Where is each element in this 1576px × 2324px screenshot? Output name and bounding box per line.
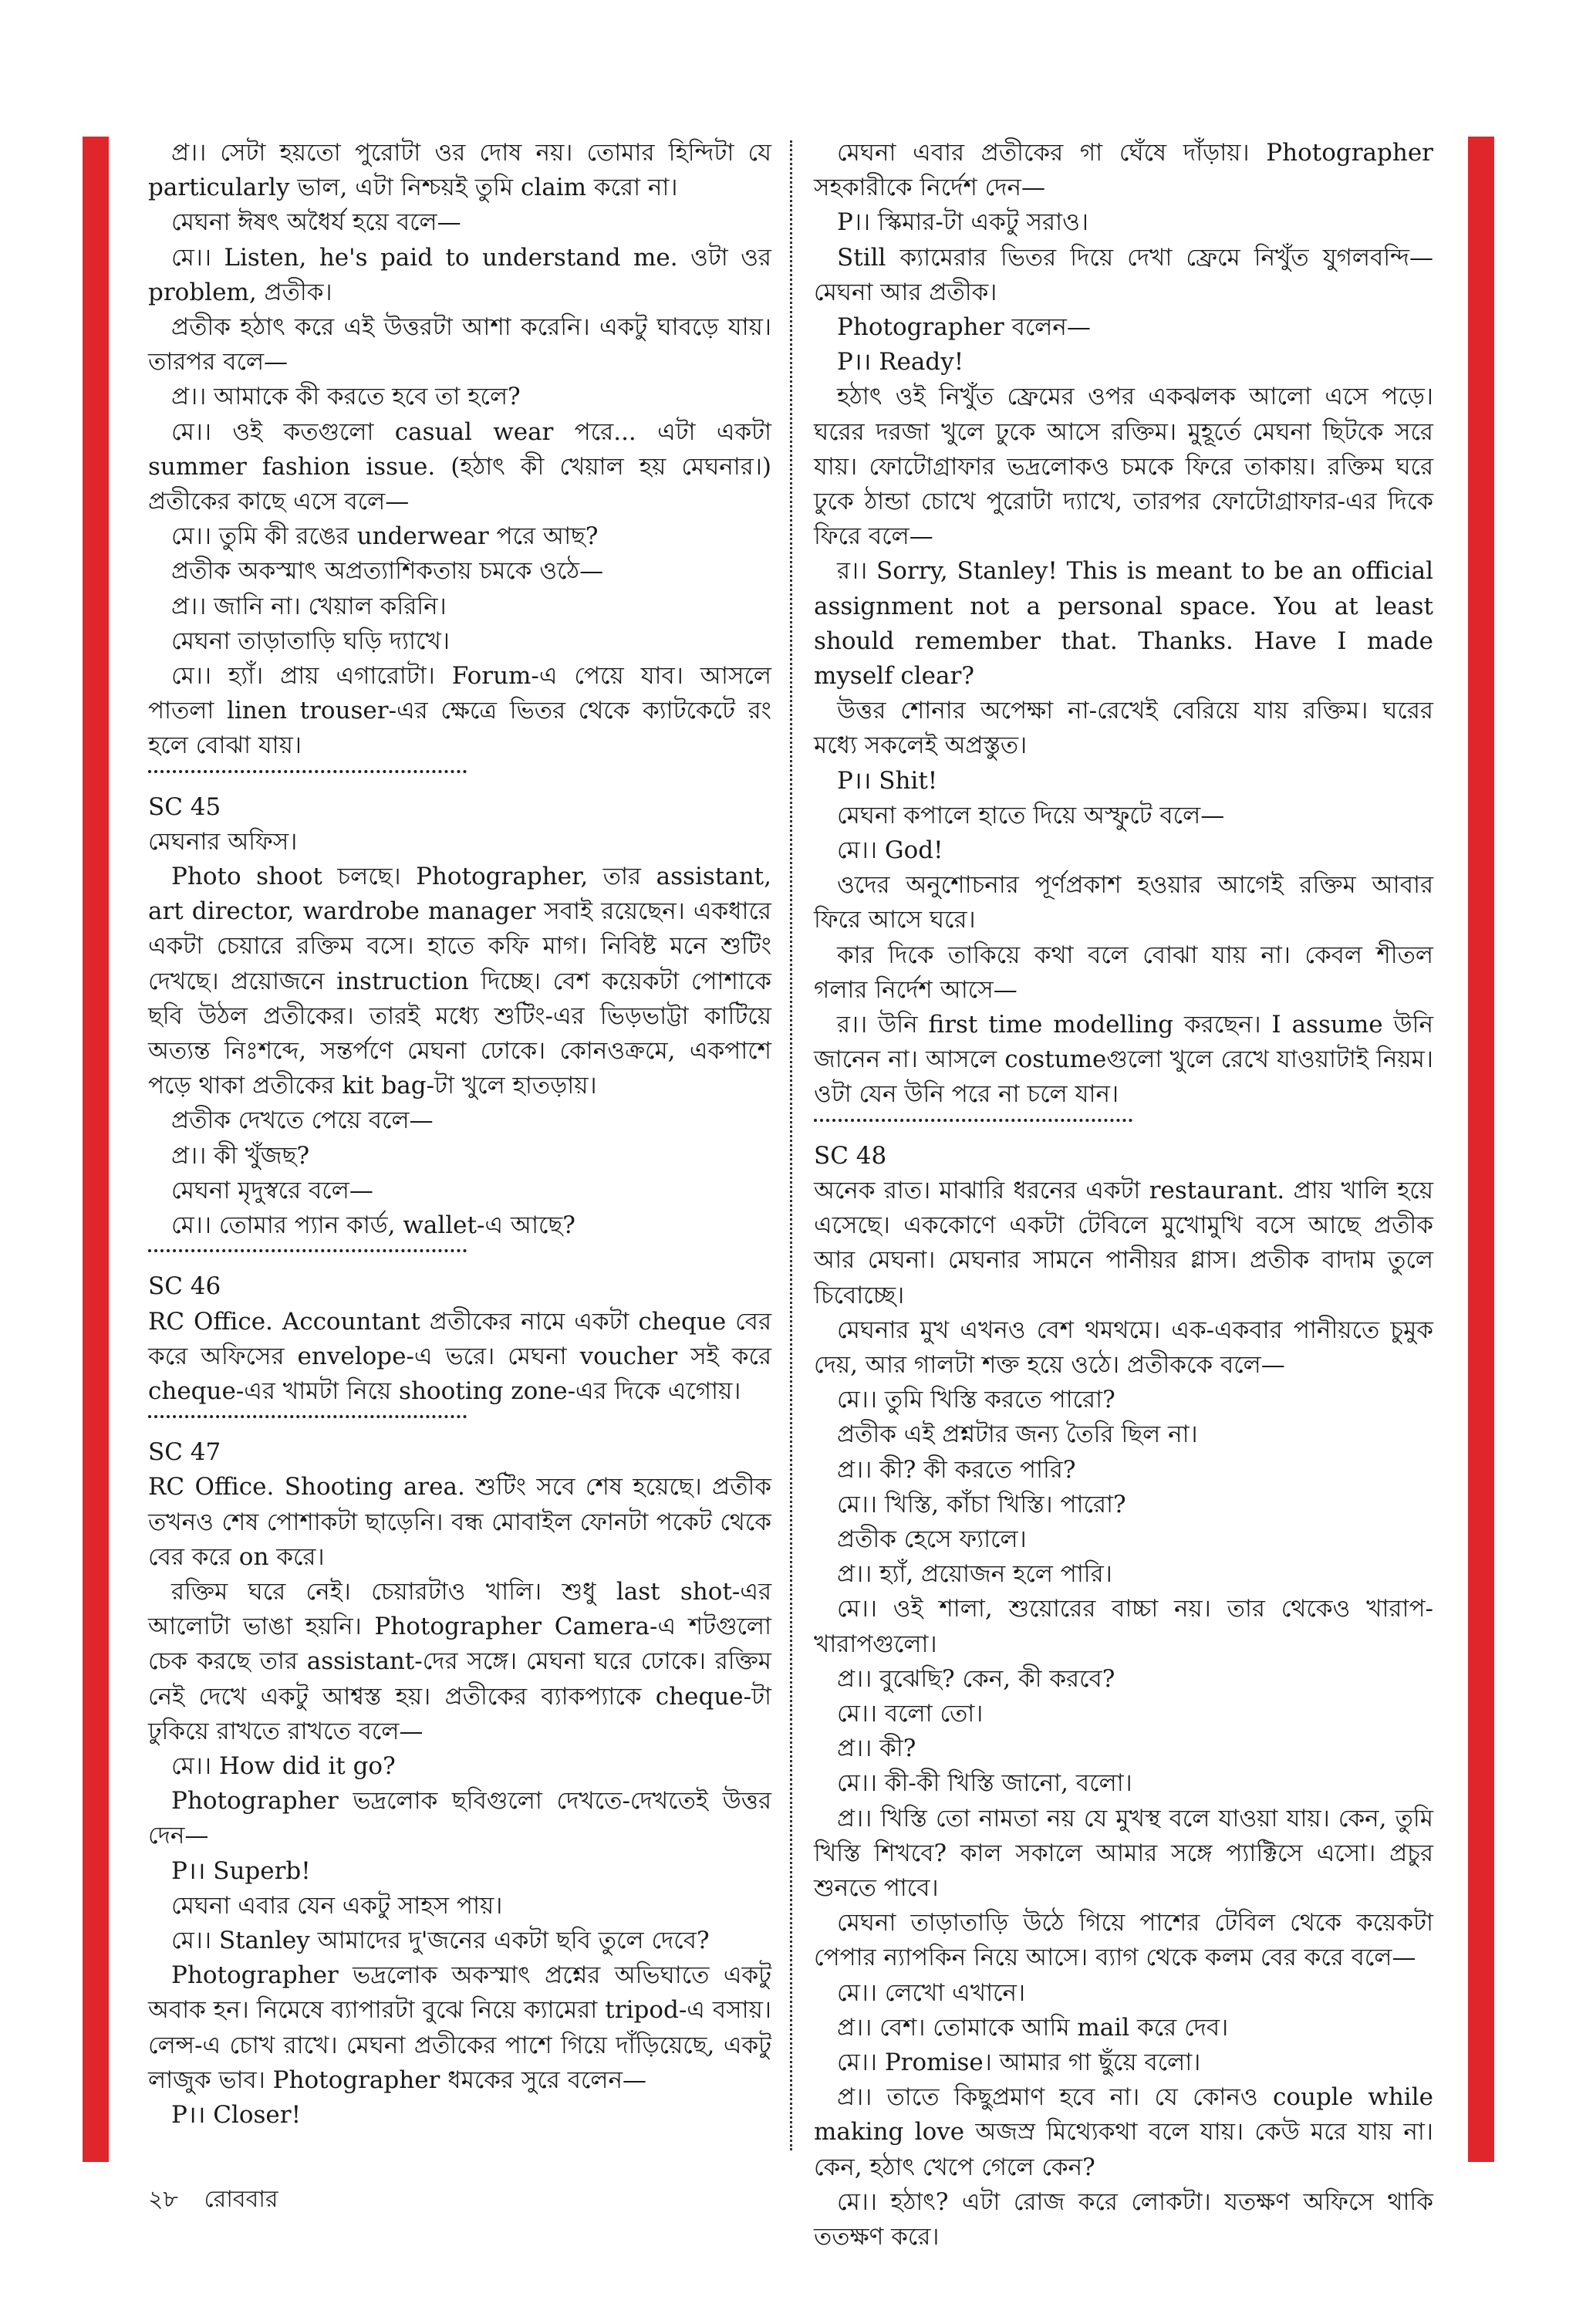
script-paragraph: P।। স্কিমার-টা একটু সরাও।: [837, 208, 1088, 237]
script-paragraph: মে।। ওই শালা, শুয়োরের বাচ্চা নয়। তার থেকেও খারাপ-খারাপগুলো।: [814, 1595, 1433, 1658]
scene-separator: [814, 1119, 1132, 1122]
red-margin-bar-left: [83, 137, 109, 2162]
page-footer: [148, 2180, 297, 2220]
script-paragraph: P।। Ready!: [837, 348, 964, 377]
right-text-column: [814, 136, 1433, 2255]
script-paragraph: প্র।। খিস্তি তো নামতা নয় যে মুখস্থ বলে যাওয়া যায়। কেন, তুমি খিস্তি শিখবে? কাল সকালে আমার সঙ্গে প্যাক্টিসে এসো। প্রচুর শুনতে পাবে।: [814, 1804, 1433, 1902]
script-paragraph: প্রতীক দেখতে পেয়ে বলে—: [171, 1106, 434, 1135]
script-paragraph: Photographer বলেন—: [837, 313, 1091, 342]
script-paragraph: মেঘনা এবার প্রতীকের গা ঘেঁষে দাঁড়ায়। Photographer সহকারীকে নির্দেশ দেন—: [814, 139, 1433, 202]
script-paragraph: প্র।। কী?: [837, 1735, 916, 1763]
script-paragraph: মেঘনার অফিস।: [148, 827, 298, 856]
script-paragraph: হঠাৎ ওই নিখুঁত ফ্রেমের ওপর একঝলক আলো এসে পড়ে। ঘরের দরজা খুলে ঢুকে আসে রক্তিম। মুহূর্তে মেঘনা ছিটকে সরে যায়। ফোটোগ্রাফার ভদ্রলোকও চমকে ফিরে তাকায়। রক্তিম ঘরে ঢুকে ঠান্ডা চোখে পুরোটা দ্যাখে, তারপর ফোটোগ্রাফার-এর দিকে ফিরে বলে—: [814, 383, 1433, 551]
script-paragraph: মে।। তোমার প্যান কার্ড, wallet-এ আছে?: [171, 1211, 575, 1240]
script-paragraph: RC Office. Shooting area. শুটিং সবে শেষ হয়েছে। প্রতীক তখনও শেষ পোশাকটা ছাড়েনি। বন্ধ মোবাইল ফোনটা পকেট থেকে বের করে on করে।: [148, 1473, 771, 1571]
script-paragraph: Photographer ভদ্রলোক অকস্মাৎ প্রশ্নের অভিঘাতে একটু অবাক হন। নিমেষে ব্যাপারটা বুঝে নিয়ে ক্যামেরা tripod-এ বসায়। লেন্স-এ চোখ রাখে। মেঘনা প্রতীকের পাশে গিয়ে দাঁড়িয়েছে, একটু লাজুক ভাব। Photographer ধমকের সুরে বলেন—: [148, 1961, 771, 2094]
column-divider: [790, 140, 792, 2150]
script-paragraph: প্রতীক হেসে ফ্যালে।: [837, 1525, 1027, 1553]
script-paragraph: প্র।। আমাকে কী করতে হবে তা হলে?: [171, 383, 521, 411]
script-paragraph: মে।। হঠাৎ? এটা রোজ করে লোকটা। যতক্ষণ অফিসে থাকি ততক্ষণ করে।: [814, 2187, 1433, 2251]
scene-separator: [148, 1415, 467, 1418]
scene-heading: SC 46: [148, 1272, 221, 1301]
script-paragraph: উত্তর শোনার অপেক্ষা না-রেখেই বেরিয়ে যায় রক্তিম। ঘরের মধ্যে সকলেই অপ্রস্তুত।: [814, 697, 1433, 760]
script-paragraph: মেঘনা তাড়াতাড়ি উঠে গিয়ে পাশের টেবিল থেকে কয়েকটা পেপার ন্যাপকিন নিয়ে আসে। ব্যাগ থেকে কলম বের করে বলে—: [814, 1909, 1433, 1972]
script-paragraph: মে।। God!: [837, 836, 943, 865]
script-paragraph: মে।। ওই কতগুলো casual wear পরে... এটা একটা summer fashion issue. (হঠাৎ কী খেয়াল হয় মেঘনার।) প্রতীকের কাছে এসে বলে—: [148, 417, 771, 516]
scene-heading: SC 48: [814, 1141, 887, 1170]
script-paragraph: কার দিকে তাকিয়ে কথা বলে বোঝা যায় না। কেবল শীতল গলার নির্দেশ আসে—: [814, 941, 1433, 1004]
script-paragraph: রক্তিম ঘরে নেই। চেয়ারটাও খালি। শুধু last shot-এর আলোটা ভাঙা হয়নি। Photographer Camera-এ শটগুলো চেক করছে তার assistant-দের সঙ্গে। মেঘনা ঘরে ঢোকে। রক্তিম নেই দেখে একটু আশ্বস্ত হয়। প্রতীকের ব্যাকপ্যাকে cheque-টা ঢুকিয়ে রাখতে রাখতে বলে—: [148, 1577, 771, 1745]
script-paragraph: মেঘনা মৃদুস্বরে বলে—: [171, 1176, 373, 1204]
script-paragraph: P।। Closer!: [171, 2100, 302, 2129]
script-paragraph: মে।। Promise। আমার গা ছুঁয়ে বলো।: [837, 2048, 1201, 2076]
script-paragraph: মে।। Stanley আমাদের দু'জনের একটা ছবি তুলে দেবে?: [171, 1926, 710, 1954]
script-paragraph: প্র।। হ্যাঁ, প্রয়োজন হলে পারি।: [837, 1560, 1112, 1589]
script-paragraph: Still ক্যামেরার ভিতর দিয়ে দেখা ফ্রেমে নিখুঁত যুগলবন্দি—মেঘনা আর প্রতীক।: [814, 243, 1433, 306]
script-paragraph: অনেক রাত। মাঝারি ধরনের একটা restaurant. প্রায় খালি হয়ে এসেছে। এককোণে একটা টেবিলে মুখোমুখি বসে আছে প্রতীক আর মেঘনা। মেঘনার সামনে পানীয়র গ্লাস। প্রতীক বাদাম তুলে চিবোচ্ছে।: [814, 1176, 1433, 1309]
page-number: ২৮: [148, 2186, 178, 2213]
scene-separator: [148, 1249, 467, 1252]
script-paragraph: মে।। Listen, he's paid to understand me. ওটা ওর problem, প্রতীক।: [148, 243, 771, 306]
script-paragraph: প্র।। সেটা হয়তো পুরোটা ওর দোষ নয়। তোমার হিন্দিটা যে particularly ভাল, এটা নিশ্চয়ই তুমি claim করো না।: [148, 139, 771, 202]
left-text-column: [148, 136, 771, 2133]
script-paragraph: মে।। কী-কী খিস্তি জানো, বলো।: [837, 1769, 1132, 1798]
script-paragraph: প্র।। জানি না। খেয়াল করিনি।: [171, 592, 447, 620]
script-paragraph: Photo shoot চলছে। Photographer, তার assistant, art director, wardrobe manager সবাই রয়েছেন। একধারে একটা চেয়ারে রক্তিম বসে। হাতে কফি মাগ। নিবিষ্ট মনে শুটিং দেখছে। প্রয়োজনে instruction দিচ্ছে। বেশ কয়েকটা পোশাকে ছবি উঠল প্রতীকের। তারই মধ্যে শুটিং-এর ভিড়ভাট্টা কাটিয়ে অত্যন্ত নিঃশব্দে, সন্তর্পণে মেঘনা ঢোকে। কোনওক্রমে, একপাশে পড়ে থাকা প্রতীকের kit bag-টা খুলে হাতড়ায়।: [148, 863, 771, 1100]
script-paragraph: P।। Shit!: [837, 766, 938, 795]
script-paragraph: মে।। হ্যাঁ। প্রায় এগারোটা। Forum-এ পেয়ে যাব। আসলে পাতলা linen trouser-এর ক্ষেত্রে ভিতর থেকে ক্যাটকেটে রং হলে বোঝা যায়।: [148, 662, 771, 760]
script-paragraph: মেঘনা ঈষৎ অধৈর্য হয়ে বলে—: [171, 208, 461, 237]
script-paragraph: P।। Superb!: [171, 1856, 311, 1885]
script-paragraph: RC Office. Accountant প্রতীকের নামে একটা cheque বের করে অফিসের envelope-এ ভরে। মেঘনা voucher সই করে cheque-এর খামটা নিয়ে shooting zone-এর দিকে এগোয়।: [148, 1307, 771, 1405]
script-paragraph: মে।। লেখো এখানে।: [837, 1978, 1026, 2007]
red-margin-bar-right: [1468, 137, 1494, 2162]
scene-separator: [148, 770, 467, 773]
scene-heading: SC 45: [148, 792, 221, 821]
script-paragraph: মেঘনা তাড়াতাড়ি ঘড়ি দ্যাখে।: [171, 627, 450, 655]
script-paragraph: মে।। তুমি খিস্তি করতে পারো?: [837, 1386, 1115, 1414]
publication-name: রোববার: [204, 2186, 278, 2213]
script-paragraph: মে।। তুমি কী রঙের underwear পরে আছ?: [171, 522, 599, 551]
script-paragraph: Photographer ভদ্রলোক ছবিগুলো দেখতে-দেখতেই উত্তর দেন—: [148, 1787, 771, 1850]
script-paragraph: প্র।। বেশ। তোমাকে আমি mail করে দেব।: [837, 2013, 1229, 2042]
script-paragraph: প্রতীক হঠাৎ করে এই উত্তরটা আশা করেনি। একটু ঘাবড়ে যায়। তারপর বলে—: [148, 313, 771, 377]
script-paragraph: প্র।। বুঝেছি? কেন, কী করবে?: [837, 1664, 1115, 1693]
script-paragraph: মেঘনা এবার যেন একটু সাহস পায়।: [171, 1891, 503, 1920]
script-paragraph: প্র।। কী খুঁজছ?: [171, 1141, 310, 1170]
script-paragraph: প্রতীক অকস্মাৎ অপ্রত্যাশিকতায় চমকে ওঠে—: [171, 557, 604, 586]
script-paragraph: মেঘনা কপালে হাতে দিয়ে অস্ফুটে বলে—: [837, 801, 1225, 829]
script-paragraph: মে।। How did it go?: [171, 1751, 396, 1780]
scene-heading: SC 47: [148, 1438, 221, 1467]
script-paragraph: ওদের অনুশোচনার পূর্ণপ্রকাশ হওয়ার আগেই রক্তিম আবার ফিরে আসে ঘরে।: [814, 871, 1433, 934]
script-paragraph: মে।। বলো তো।: [837, 1699, 984, 1728]
script-paragraph: র।। উনি first time modelling করছেন। I assume উনি জানেন না। আসলে costumeগুলো খুলে রেখে যাওয়াটাই নিয়ম। ওটা যেন উনি পরে না চলে যান।: [814, 1011, 1433, 1109]
script-paragraph: মেঘনার মুখ এখনও বেশ থমথমে। এক-একবার পানীয়তে চুমুক দেয়, আর গালটা শক্ত হয়ে ওঠে। প্রতীককে বলে—: [814, 1316, 1433, 1379]
script-paragraph: র।। Sorry, Stanley! This is meant to be an official assignment not a personal space. You at least should remember that. Thanks. Have I made myself clear?: [814, 557, 1433, 691]
script-paragraph: প্র।। তাতে কিছুপ্রমাণ হবে না। যে কোনও couple while making love অজস্র মিথ্যেকথা বলে যায়। কেউ মরে যায় না। কেন, হঠাৎ খেপে গেলে কেন?: [814, 2083, 1433, 2181]
script-paragraph: প্র।। কী? কী করতে পারি?: [837, 1455, 1076, 1484]
script-paragraph: মে।। খিস্তি, কাঁচা খিস্তি। পারো?: [837, 1490, 1126, 1518]
script-paragraph: প্রতীক এই প্রশ্নটার জন্য তৈরি ছিল না।: [837, 1420, 1198, 1449]
